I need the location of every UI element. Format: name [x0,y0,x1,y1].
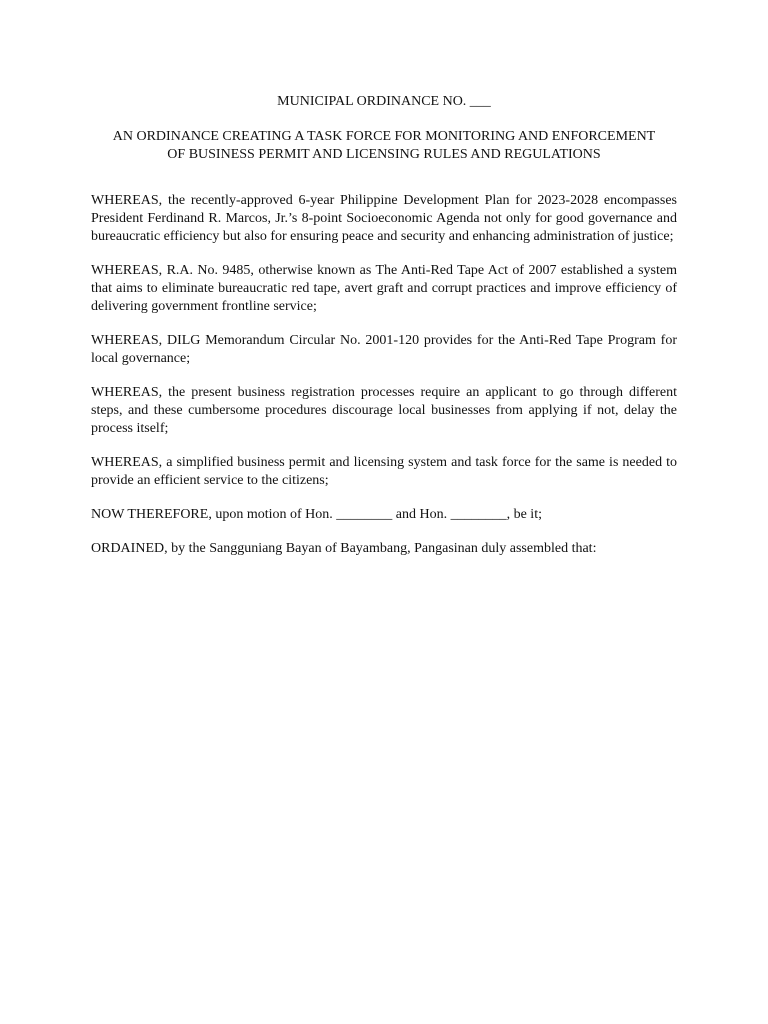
document-page [91,93,677,574]
whereas-clause-1: WHEREAS, the recently-approved 6-year Philippine Development Plan for 2023-2028 encompasses President Ferdinand R. Marcos, Jr.’s 8-point Socioeconomic Agenda not only for good governance and bureaucratic efficiency but also for ensuring peace and security and enhancing administration of justice; [91,193,677,244]
ordinance-number: MUNICIPAL ORDINANCE NO. ___ [277,94,491,109]
whereas-clause-4: WHEREAS, the present business registration processes require an applicant to go through different steps, and these cumbersome procedures discourage local businesses from applying if not, delay the process itself; [91,385,677,436]
whereas-clause-5: WHEREAS, a simplified business permit and licensing system and task force for the same is needed to provide an efficient service to the citizens; [91,455,677,488]
whereas-clause-3: WHEREAS, DILG Memorandum Circular No. 2001-120 provides for the Anti-Red Tape Program for local governance; [91,333,677,366]
whereas-clause-2: WHEREAS, R.A. No. 9485, otherwise known as The Anti-Red Tape Act of 2007 established a system that aims to eliminate bureaucratic red tape, avert graft and corrupt practices and improve efficiency of delivering government frontline service; [91,263,677,314]
now-therefore-clause: NOW THEREFORE, upon motion of Hon. ________ and Hon. ________, be it; [91,507,542,522]
ordinance-title-line-1: AN ORDINANCE CREATING A TASK FORCE FOR MONITORING AND ENFORCEMENT [112,129,656,144]
ordained-clause: ORDAINED, by the Sangguniang Bayan of Bayambang, Pangasinan duly assembled that: [91,541,597,556]
ordinance-title-line-2: OF BUSINESS PERMIT AND LICENSING RULES AND REGULATIONS [167,147,601,162]
ordinance-title [91,128,677,164]
